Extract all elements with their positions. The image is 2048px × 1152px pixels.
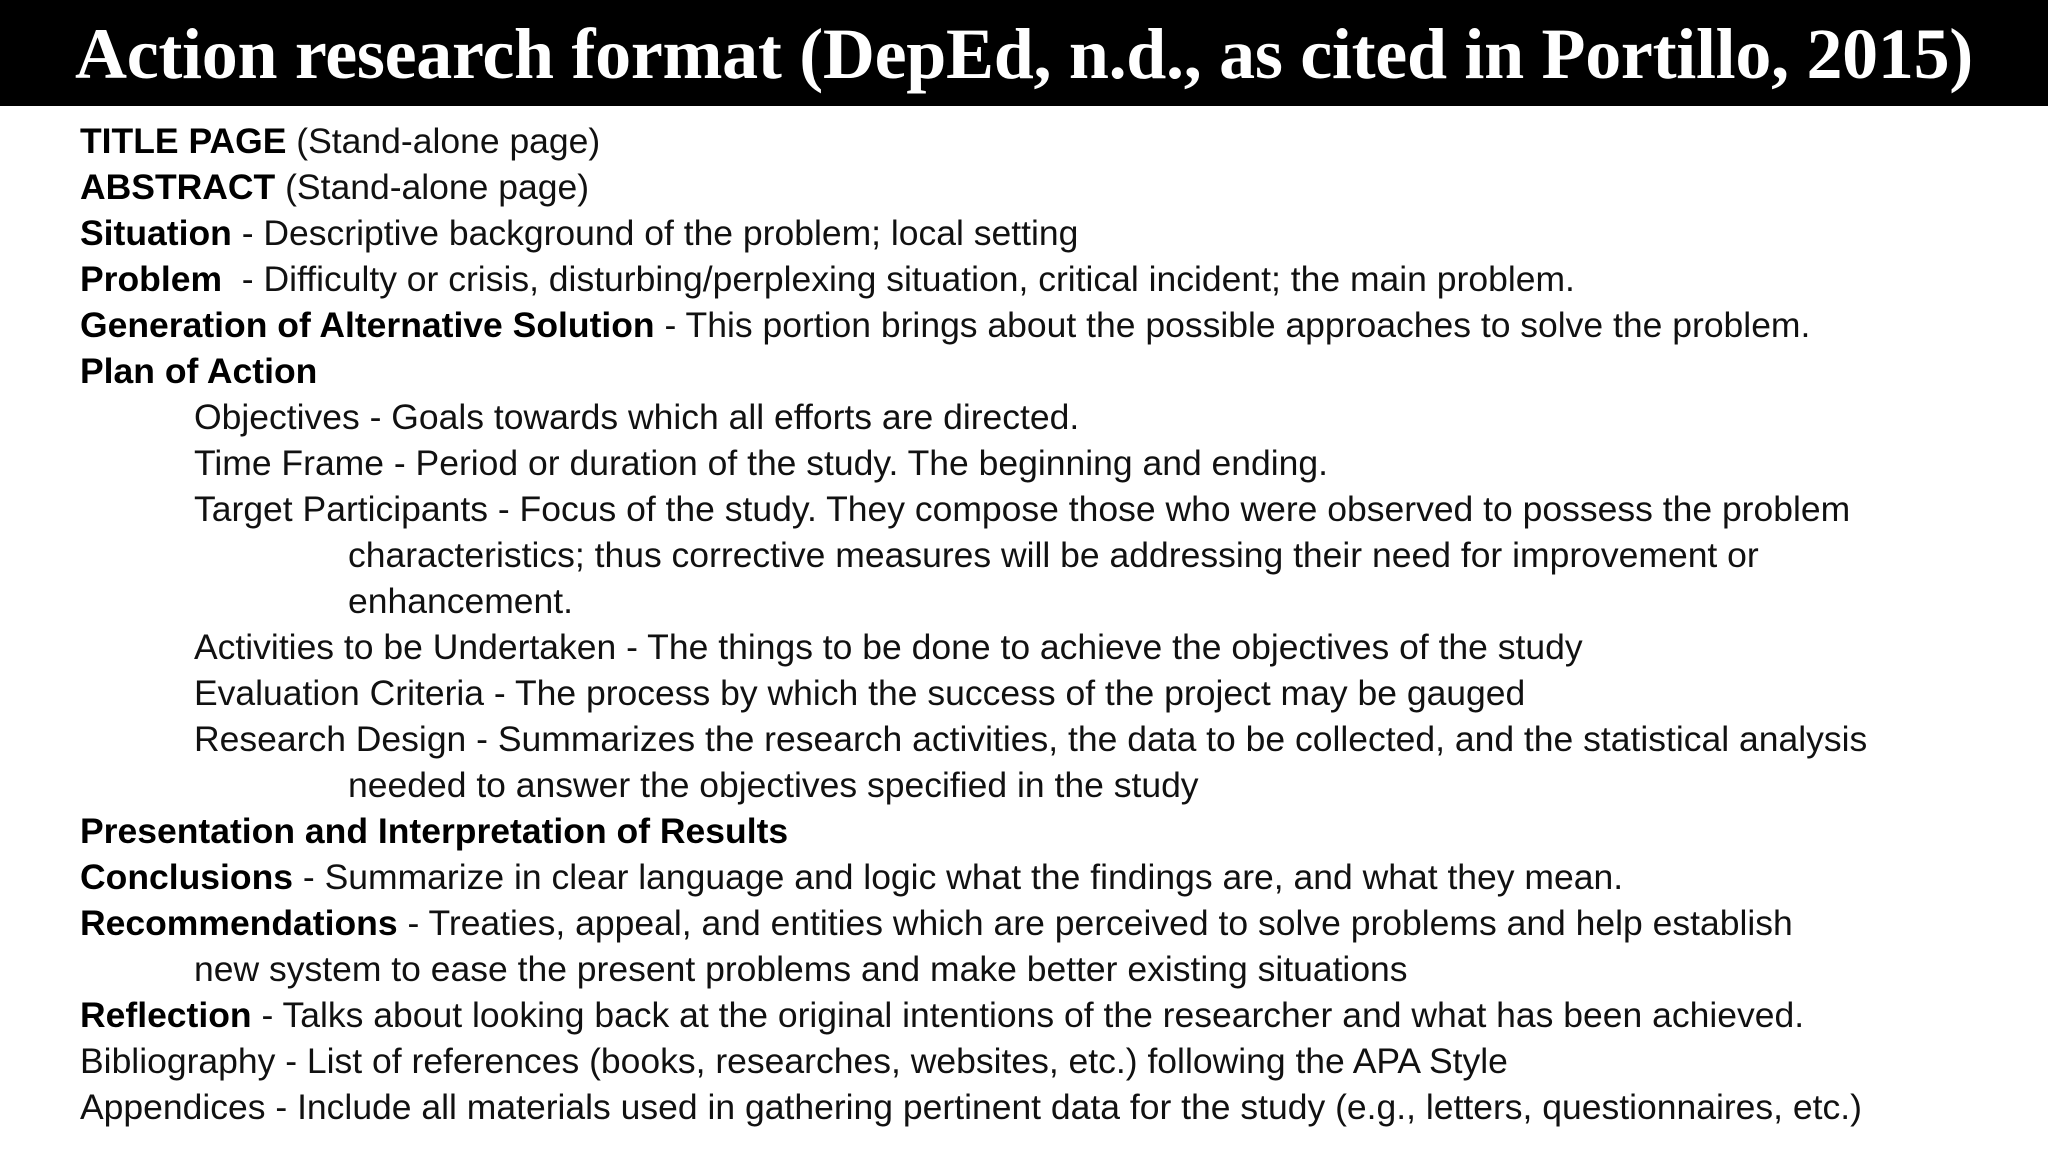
title-bar [0, 0, 2048, 106]
line-label: TITLE PAGE [80, 121, 287, 161]
line-bibliography [80, 1038, 2030, 1084]
line-research-design-cont [80, 762, 2030, 808]
line-activities [80, 624, 2030, 670]
line-label: Presentation and Interpretation of Results [80, 811, 789, 851]
line-text: - Summarize in clear language and logic what the findings are, and what they mean. [293, 857, 1624, 897]
line-label: Conclusions [80, 857, 294, 897]
line-text: Target Participants - Focus of the study. They compose those who were observed to possess the problem [194, 489, 1851, 529]
line-text: Research Design - Summarizes the research activities, the data to be collected, and the statistical analysis [194, 719, 1868, 759]
line-text: (Stand-alone page) [275, 167, 590, 207]
line-text: - Talks about looking back at the original intentions of the researcher and what has been achieved. [251, 995, 1805, 1035]
line-text: new system to ease the present problems and make better existing situations [194, 949, 1408, 989]
line-recommendations [80, 900, 2030, 946]
line-target-participants-cont-1 [80, 532, 2030, 578]
line-label: Generation of Alternative Solution [80, 305, 655, 345]
line-text: - Difficulty or crisis, disturbing/perplexing situation, critical incident; the main problem. [222, 259, 1575, 299]
line-text: - This portion brings about the possible approaches to solve the problem. [654, 305, 1811, 345]
line-text: - Descriptive background of the problem; local setting [231, 213, 1079, 253]
line-situation [80, 210, 2030, 256]
line-label: Problem [80, 259, 223, 299]
line-presentation-results [80, 808, 2030, 854]
line-text: Appendices - Include all materials used in gathering pertinent data for the study (e.g., letters, questionnaires, etc.) [80, 1087, 1862, 1127]
line-text: characteristics; thus corrective measures will be addressing their need for improvement or [348, 535, 1759, 575]
line-text: needed to answer the objectives specified in the study [348, 765, 1199, 805]
line-title-page [80, 118, 2030, 164]
line-text: Time Frame - Period or duration of the study. The beginning and ending. [194, 443, 1329, 483]
line-label: Reflection [80, 995, 252, 1035]
line-label: ABSTRACT [80, 167, 276, 207]
line-target-participants-cont-2 [80, 578, 2030, 624]
line-recommendations-cont [80, 946, 2030, 992]
line-text: (Stand-alone page) [286, 121, 601, 161]
line-evaluation-criteria [80, 670, 2030, 716]
line-text: Evaluation Criteria - The process by which the success of the project may be gauged [194, 673, 1526, 713]
line-target-participants [80, 486, 2030, 532]
line-text: Objectives - Goals towards which all efforts are directed. [194, 397, 1080, 437]
line-text: - Treaties, appeal, and entities which are perceived to solve problems and help establish [397, 903, 1793, 943]
line-label: Recommendations [80, 903, 398, 943]
line-time-frame [80, 440, 2030, 486]
line-abstract [80, 164, 2030, 210]
line-problem [80, 256, 2030, 302]
line-text: Bibliography - List of references (books, researches, websites, etc.) following the APA Style [80, 1041, 1508, 1081]
line-conclusions [80, 854, 2030, 900]
line-reflection [80, 992, 2030, 1038]
slide-body [80, 118, 2030, 1130]
line-text: enhancement. [348, 581, 573, 621]
line-label: Situation [80, 213, 232, 253]
line-objectives [80, 394, 2030, 440]
line-appendices [80, 1084, 2030, 1130]
line-alternative-solution [80, 302, 2030, 348]
slide-title: Action research format (DepEd, n.d., as cited in Portillo, 2015) [75, 14, 1973, 94]
line-text: Activities to be Undertaken - The things to be done to achieve the objectives of the study [194, 627, 1583, 667]
line-label: Plan of Action [80, 351, 318, 391]
line-research-design [80, 716, 2030, 762]
line-plan-of-action [80, 348, 2030, 394]
